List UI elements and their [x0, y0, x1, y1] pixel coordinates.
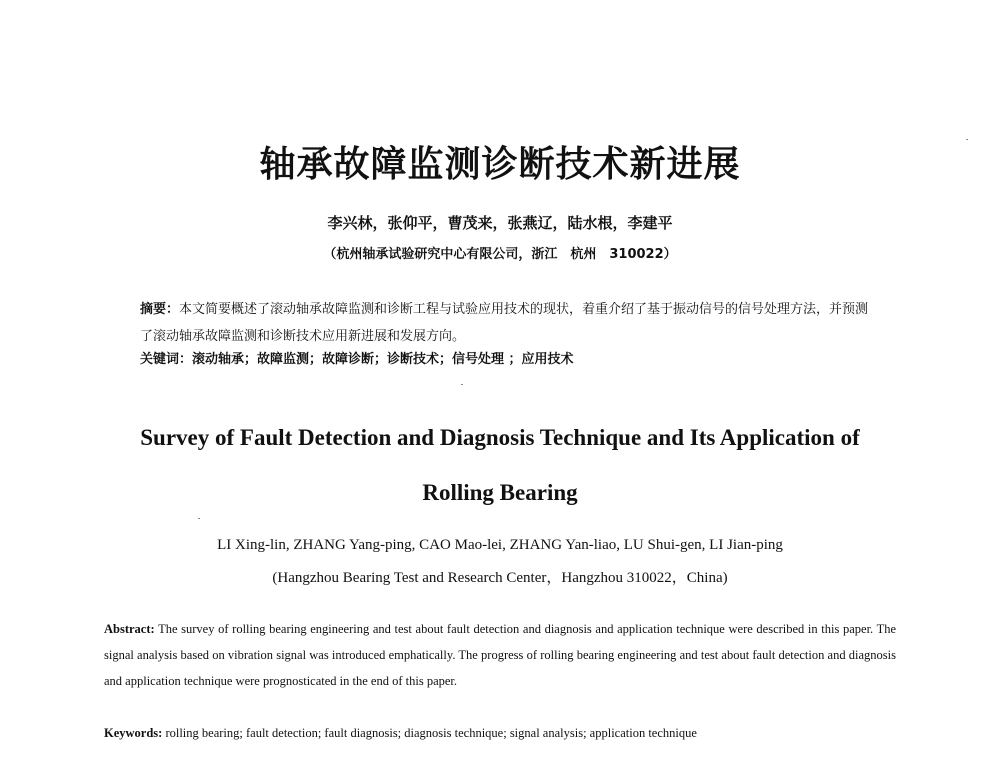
chinese-authors: 李兴林，张仰平，曹茂来，张燕辽，陆水根，李建平	[327, 214, 673, 232]
scan-speck	[966, 139, 968, 140]
english-title	[0, 410, 1000, 520]
english-abstract	[104, 616, 896, 694]
chinese-abstract-label: 摘要：	[140, 302, 180, 317]
scan-speck	[198, 518, 200, 519]
chinese-title: 轴承故障监测诊断技术新进展	[259, 143, 741, 185]
english-authors: LI Xing-lin, ZHANG Yang-ping, CAO Mao-lei, ZHANG Yan-liao, LU Shui-gen, LI Jian-ping	[217, 537, 783, 553]
chinese-keywords	[140, 348, 870, 367]
chinese-affiliation: （杭州轴承试验研究中心有限公司，浙江 杭州 310022）	[323, 247, 677, 262]
chinese-keywords-text: 滚动轴承；故障监测；故障诊断；诊断技术；信号处理 ；应用技术	[192, 352, 574, 367]
chinese-keywords-label: 关键词：	[140, 352, 193, 367]
scan-speck	[461, 384, 463, 385]
english-title-line1: Survey of Fault Detection and Diagnosis Technique and Its Application of	[140, 425, 860, 450]
english-keywords	[104, 726, 896, 741]
english-affiliation: (Hangzhou Bearing Test and Research Center，Hangzhou 310022，China)	[272, 570, 728, 586]
english-title-line2: Rolling Bearing	[422, 480, 578, 505]
english-keywords-text: rolling bearing; fault detection; fault diagnosis; diagnosis technique; signal analysis; application technique	[162, 726, 697, 740]
english-keywords-label: Keywords:	[104, 726, 163, 740]
english-abstract-text: The survey of rolling bearing engineering and test about fault detection and diagnosis and application technique were described in this paper. The signal analysis based on vibration signal was introduced emphatically. The progress of rolling bearing engineering and test about fault detection and diagnosis and application technique were prognosticated in the end of this paper.	[104, 622, 896, 688]
chinese-abstract	[140, 296, 870, 350]
english-abstract-label: Abstract:	[104, 622, 155, 636]
chinese-abstract-text: 本文简要概述了滚动轴承故障监测和诊断工程与试验应用技术的现状，着重介绍了基于振动信号的信号处理方法，并预测了滚动轴承故障监测和诊断技术应用新进展和发展方向。	[140, 302, 869, 344]
